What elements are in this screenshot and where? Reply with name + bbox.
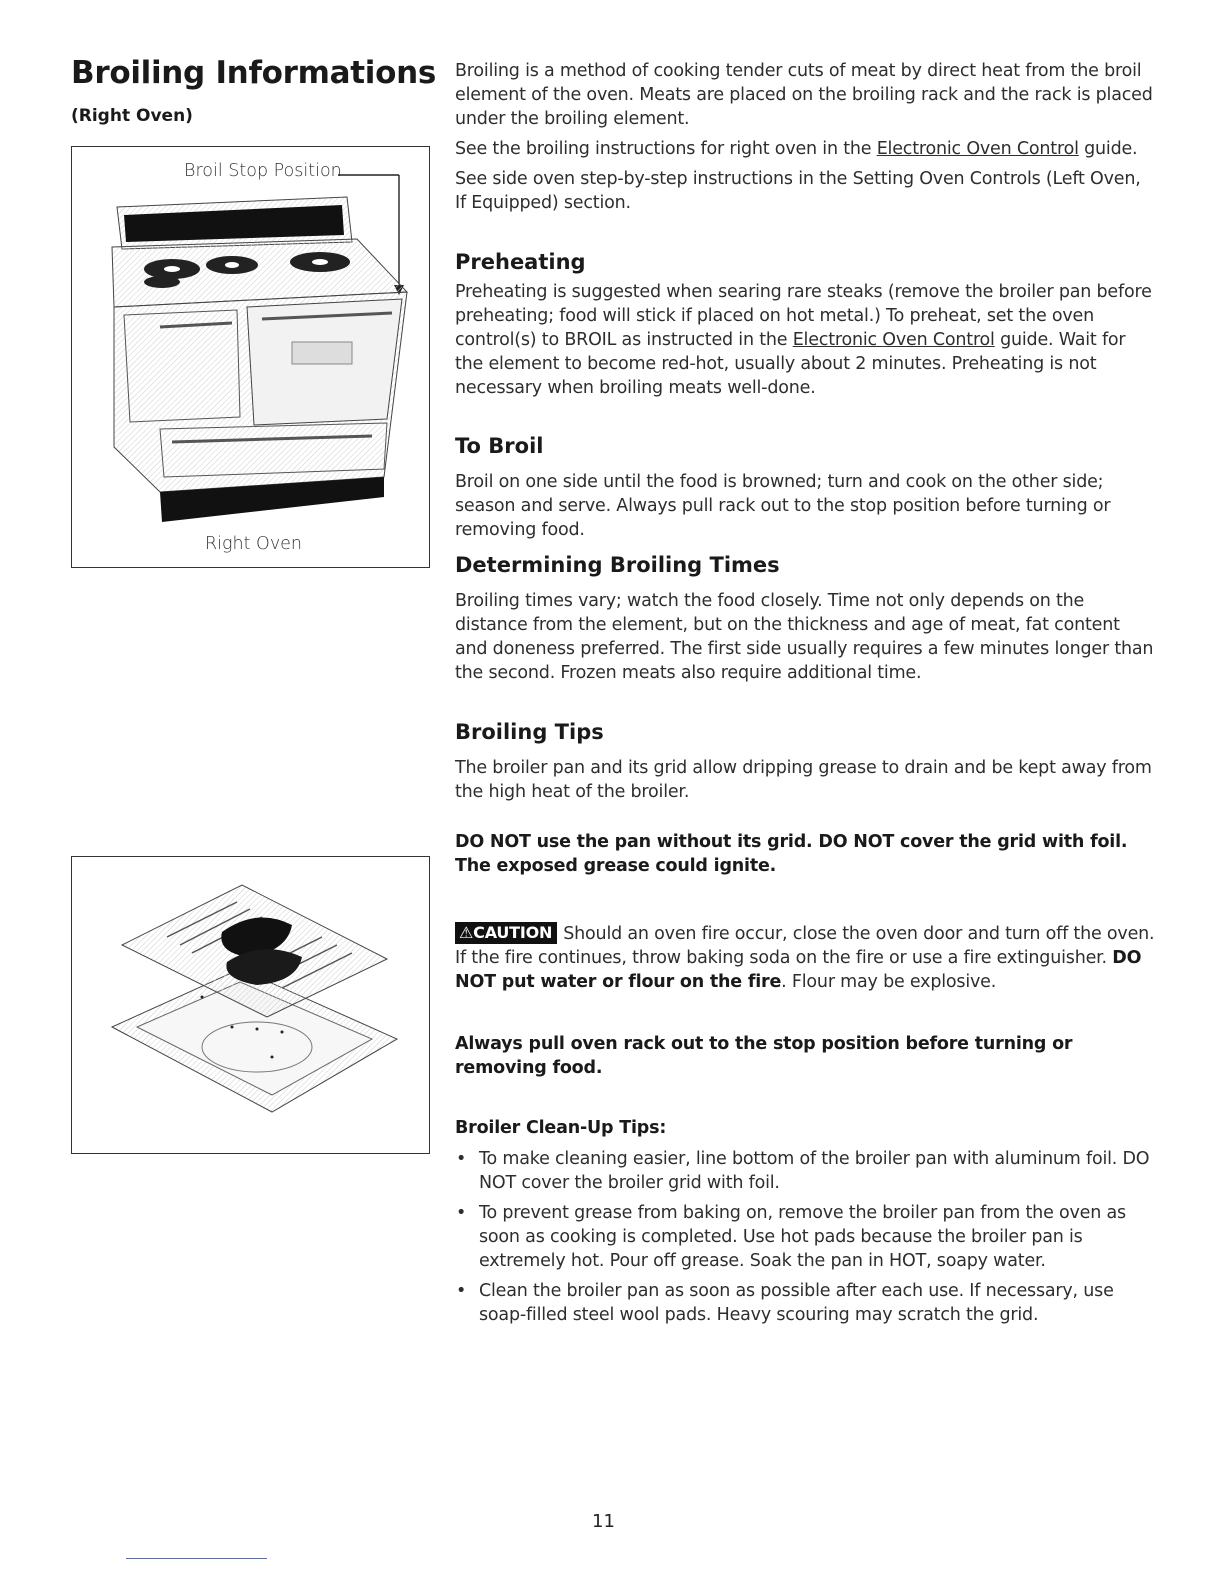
preheating-text-1: Preheating is suggested when searing rare steaks (remove the broiler pan before preheating; food will stick if placed on hot metal.) To preheat, set the oven control(s) to BROIL as instructed in the bbox=[455, 282, 1152, 350]
always-pull-warning: Always pull oven rack out to the stop position before turning or removing food. bbox=[455, 1034, 1073, 1078]
cleanup-heading: Broiler Clean-Up Tips: bbox=[455, 1118, 667, 1138]
caution-text-1: Should an oven fire occur, close the oven door and turn off the oven. If the fire continues, throw baking soda on the fire or use a fire extinguisher. bbox=[455, 924, 1155, 968]
warning-triangle-icon: ⚠ bbox=[459, 923, 474, 942]
broil-stop-label: Broil Stop Position bbox=[184, 161, 342, 181]
page-number: 11 bbox=[592, 1511, 615, 1532]
broiling-tips-heading: Broiling Tips bbox=[455, 720, 604, 744]
electronic-oven-control-link[interactable]: Electronic Oven Control bbox=[876, 139, 1079, 159]
intro-paragraph: Broiling is a method of cooking tender cuts of meat by direct heat from the broil element of the oven. Meats are placed on the broiling rack and the rack is placed under the broiling element. bbox=[455, 61, 1153, 129]
broiler-pan-figure bbox=[71, 856, 430, 1154]
broiling-times-text: Broiling times vary; watch the food closely. Time not only depends on the distance from the element, but on the thickness and age of meat, fat content and doneness preferred. The first side usually requires a few minutes longer than the second. Frozen meats also require additional time. bbox=[455, 591, 1154, 683]
preheating-link[interactable]: Electronic Oven Control bbox=[792, 330, 995, 350]
list-item: • To make cleaning easier, line bottom of the broiler pan with aluminum foil. DO NOT cover the broiler grid with foil. bbox=[455, 1147, 1155, 1195]
caution-bold-text: DO NOT put water or flour on the fire bbox=[455, 948, 1142, 992]
broiling-times-heading: Determining Broiling Times bbox=[455, 553, 780, 577]
right-oven-label: Right Oven bbox=[205, 534, 303, 554]
caution-badge-text: CAUTION bbox=[473, 923, 553, 942]
range-figure bbox=[71, 146, 430, 568]
to-broil-heading: To Broil bbox=[455, 434, 544, 458]
range-illustration bbox=[72, 147, 428, 566]
footer-rule bbox=[126, 1558, 267, 1559]
intro-see-text: See the broiling instructions for right oven in the bbox=[455, 139, 877, 159]
intro-section bbox=[455, 59, 1155, 215]
cleanup-list bbox=[455, 1147, 1155, 1333]
to-broil-text: Broil on one side until the food is browned; turn and cook on the other side; season and serve. Always pull rack out to the stop position before turning or removing food. bbox=[455, 472, 1111, 540]
list-item: • To prevent grease from baking on, remove the broiler pan from the oven as soon as cooking is completed. Use hot pads because the broiler pan is extremely hot. Pour off grease. Soak the pan in HOT, soapy water. bbox=[455, 1201, 1155, 1273]
list-item: • Clean the broiler pan as soon as possible after each use. If necessary, use soap-filled steel wool pads. Heavy scouring may scratch the grid. bbox=[455, 1279, 1155, 1327]
page-title: Broiling Informations bbox=[71, 55, 437, 91]
intro-see-guide bbox=[455, 137, 1155, 161]
broiler-pan-illustration bbox=[72, 857, 428, 1152]
caution-badge bbox=[455, 922, 557, 944]
preheating-heading: Preheating bbox=[455, 250, 586, 274]
page-subtitle: (Right Oven) bbox=[71, 106, 193, 126]
preheating-text bbox=[455, 280, 1155, 400]
caution-block bbox=[455, 922, 1155, 994]
intro-side-oven: See side oven step-by-step instructions in the Setting Oven Controls (Left Oven, If Equipped) section. bbox=[455, 169, 1141, 213]
broiling-tips-text: The broiler pan and its grid allow dripping grease to drain and be kept away from the high heat of the broiler. bbox=[455, 758, 1152, 802]
intro-guide-text: guide. bbox=[1078, 139, 1138, 159]
grid-warning: DO NOT use the pan without its grid. DO NOT cover the grid with foil. The exposed grease could ignite. bbox=[455, 832, 1128, 876]
preheating-text-2: guide. Wait for the element to become red-hot, usually about 2 minutes. Preheating is not necessary when broiling meats well-done. bbox=[455, 330, 1126, 398]
caution-text-2: . Flour may be explosive. bbox=[781, 972, 997, 992]
